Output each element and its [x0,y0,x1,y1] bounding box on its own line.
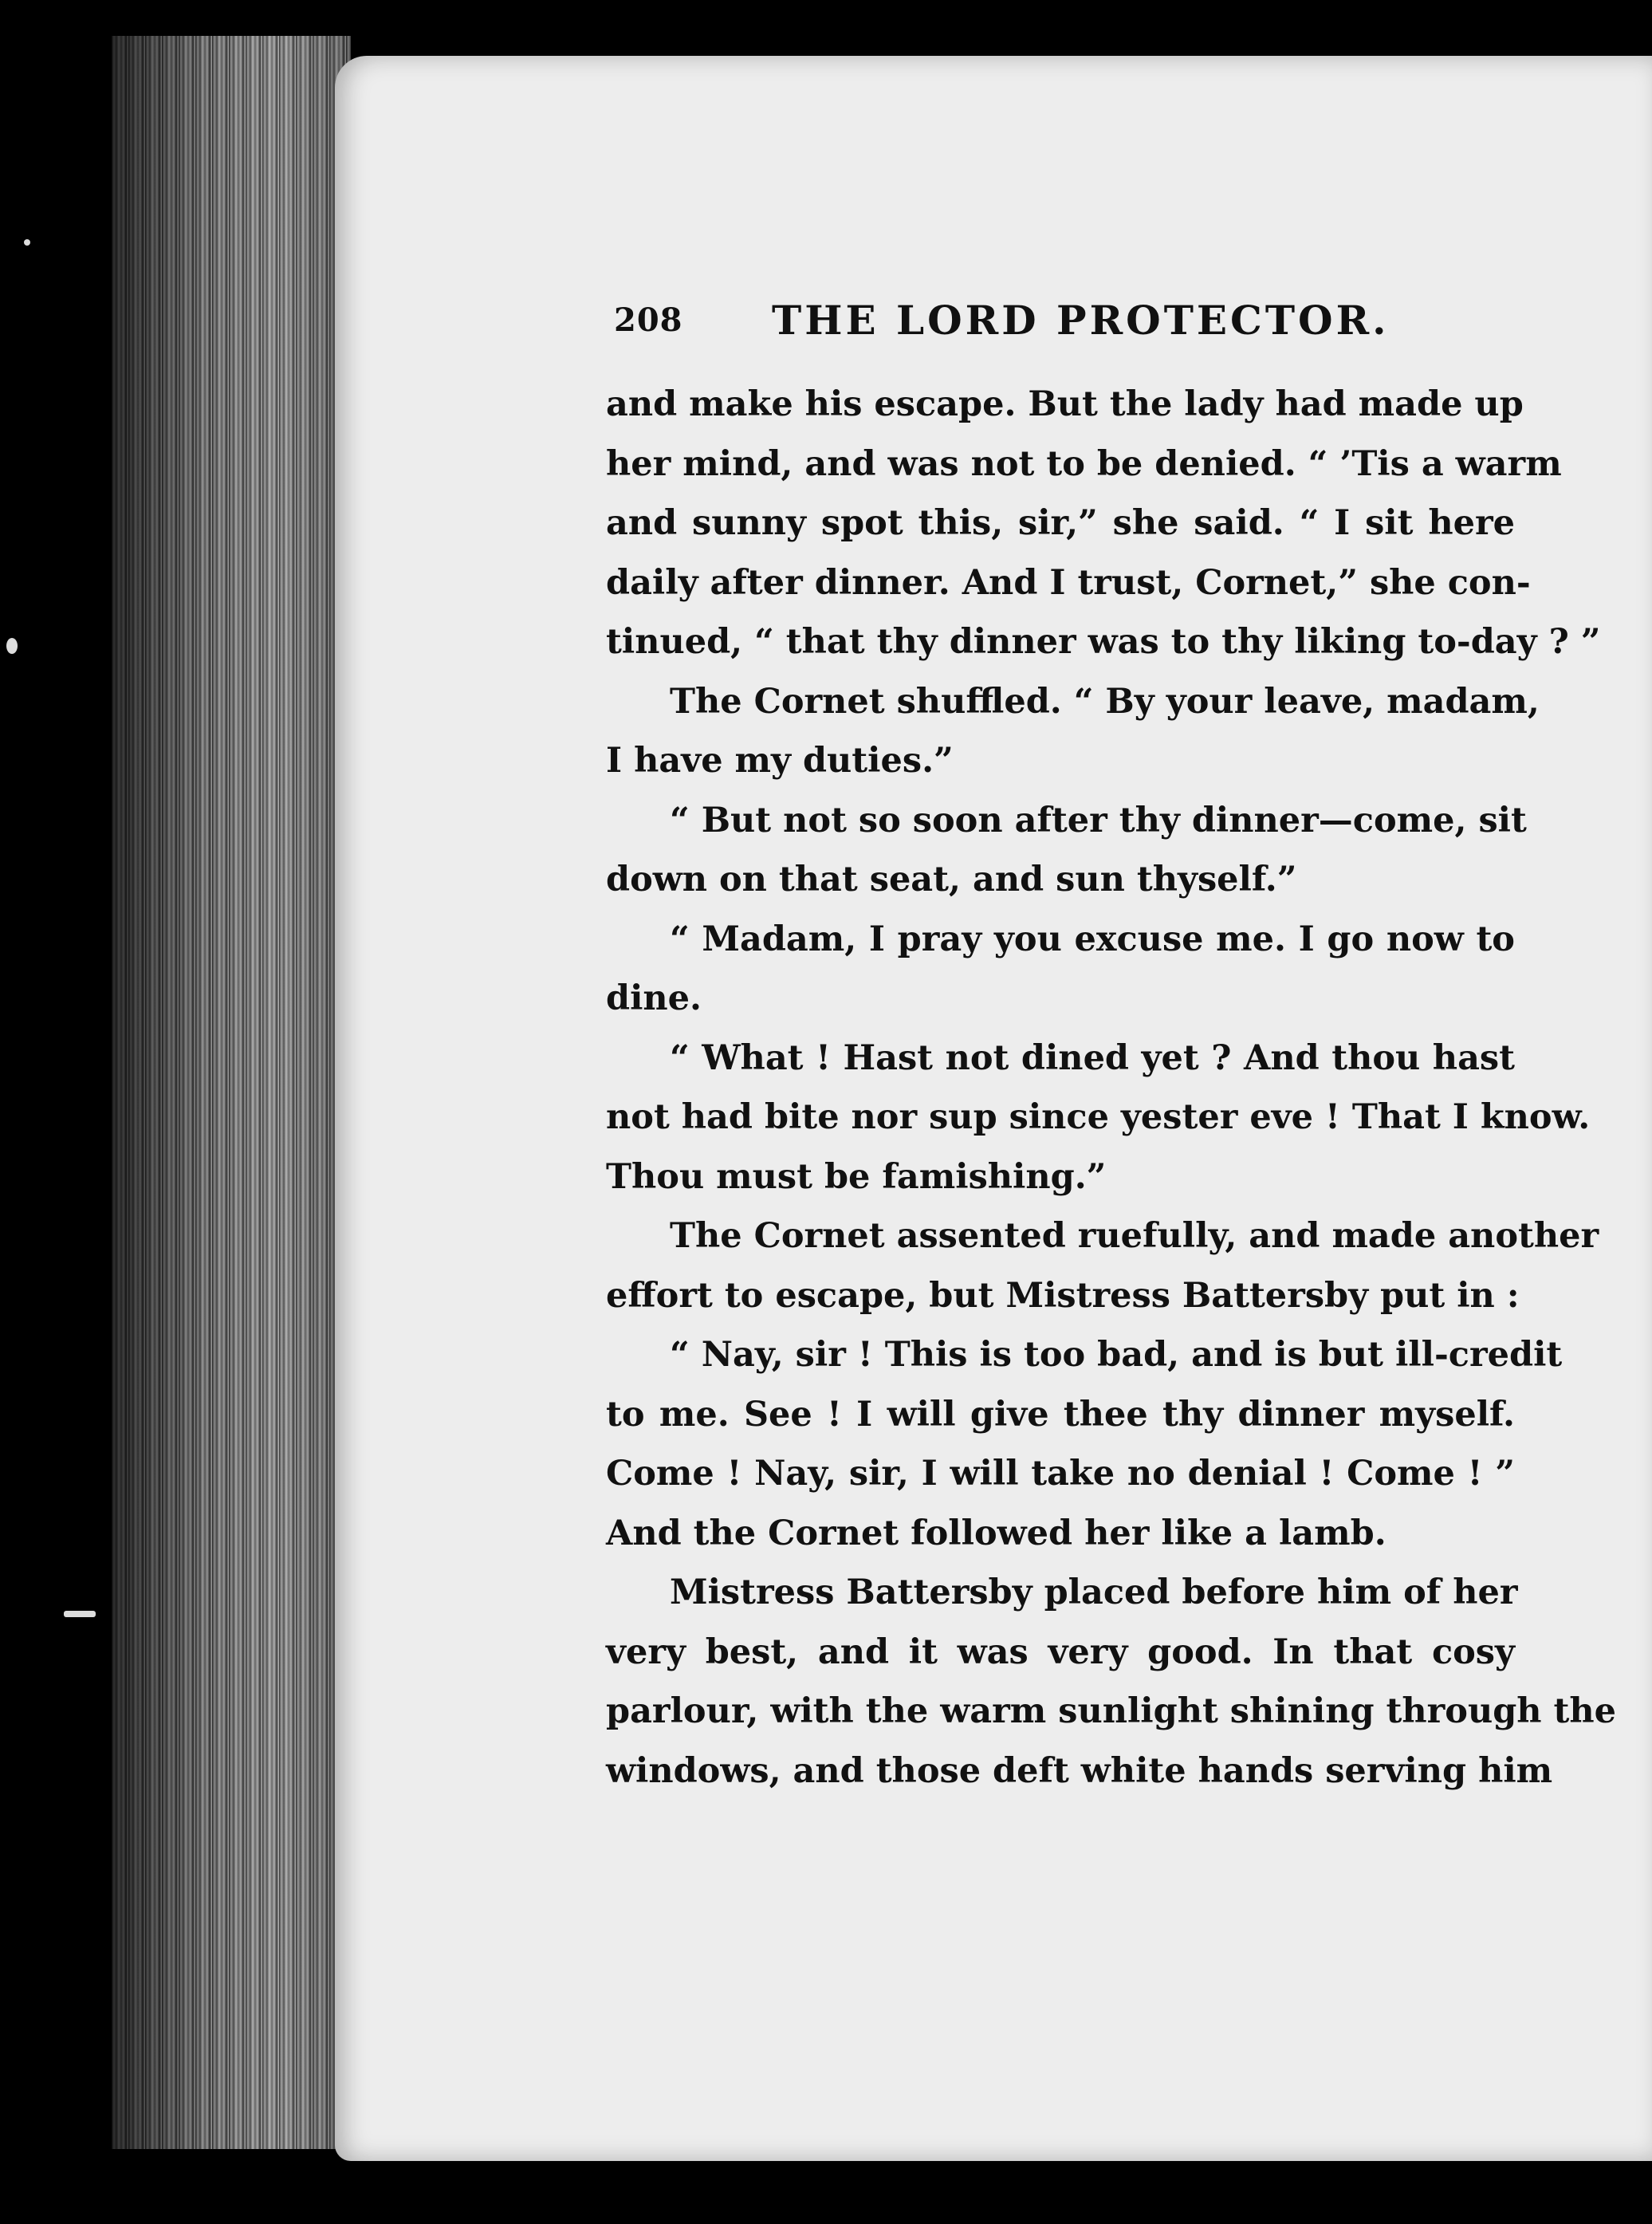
text-line: And the Cornet followed her like a lamb. [606,1513,1386,1553]
page-header [614,297,1411,352]
text-line: parlour, with the warm sunlight shining through the [606,1691,1617,1731]
text-line: down on that seat, and sun thyself.” [606,860,1297,899]
text-line: Come ! Nay, sir, I will take no denial ! Come ! ” [606,1454,1515,1494]
scan-speck [6,638,18,654]
text-line: effort to escape, but Mistress Battersby put in : [606,1275,1520,1316]
page-edges-shadow [112,36,351,2149]
text-line: Mistress Battersby placed before him of her [670,1573,1518,1612]
page-number: 208 [614,301,683,339]
text-line: “ But not so soon after thy dinner—come, sit [670,800,1527,840]
text-line: and sunny spot this, sir,” she said. “ I sit here [606,503,1515,543]
text-line: I have my duties.” [606,741,954,781]
running-head: THE LORD PROTECTOR. [772,297,1390,344]
text-line: “ What ! Hast not dined yet ? And thou hast [670,1037,1515,1078]
text-line: The Cornet shuffled. “ By your leave, madam, [670,681,1540,722]
scan-speck [24,239,30,246]
text-line: tinued, “ that thy dinner was to thy liking to-day ? ” [606,622,1601,662]
text-line: and make his escape. But the lady had made up [606,384,1524,424]
text-line: “ Madam, I pray you excuse me. I go now to [670,919,1515,959]
text-line: not had bite nor sup since yester eve ! That I know. [606,1097,1591,1137]
text-line: “ Nay, sir ! This is too bad, and is but ill-credit [670,1335,1563,1375]
text-line: Thou must be famishing.” [606,1156,1107,1197]
text-line: windows, and those deft white hands serving him [606,1750,1553,1791]
text-line: daily after dinner. And I trust, Cornet,” she con- [606,562,1531,603]
text-line: her mind, and was not to be denied. “ ’Tis a warm [606,443,1562,484]
text-line: to me. See ! I will give thee thy dinner myself. [606,1394,1515,1435]
scan-speck [64,1611,96,1617]
text-line: dine. [606,978,702,1018]
text-line: The Cornet assented ruefully, and made another [670,1216,1599,1256]
text-line: very best, and it was very good. In that cosy [606,1632,1515,1672]
body-text [606,375,1617,1801]
